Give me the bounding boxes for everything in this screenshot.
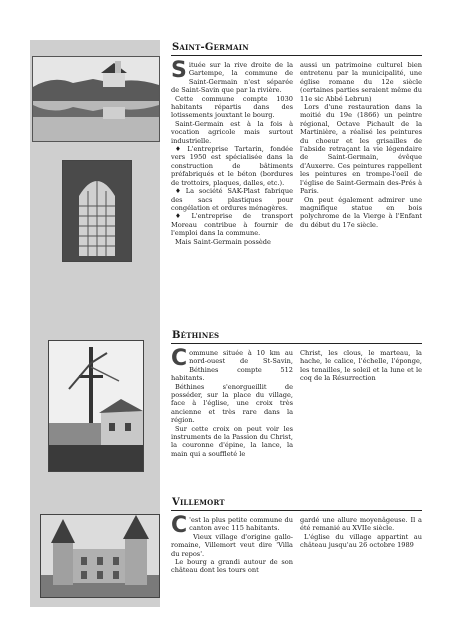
church-river-photo bbox=[32, 56, 160, 142]
paragraph: Sur cette croix on peut voir les instruments de la Passion du Christ, la couronne d'épine, la lance, la main qui a souffleté le bbox=[171, 424, 293, 458]
paragraph: ♦ L'entreprise de transport Moreau contribue à fournir de l'emploi dans la commune. bbox=[171, 212, 293, 238]
paragraph: On peut également admirer une magnifique statue en bois polychrome de la Vierge à l'Enfant du début du 17e siècle. bbox=[300, 195, 422, 229]
paragraph: Cette commune compte 1030 habitants répartis dans des lotissements jouxtant le bourg. bbox=[171, 94, 293, 120]
diamond-bullet-icon: ♦ bbox=[175, 212, 190, 221]
text-column-right bbox=[300, 61, 422, 246]
paragraph: ♦ L'entreprise Tartarin, fondée vers 1950 est spécialisée dans la construction de bâtiments préfabriqués et le béton (bordures de trottoirs, plaques, dalles, etc.). bbox=[171, 145, 293, 187]
paragraph: C 'est la plus petite commune du canton avec 115 habitants. bbox=[171, 513, 293, 538]
village-cross-photo bbox=[48, 340, 144, 472]
paragraph: L'église du village appartint au château jusqu'au 26 octobre 1989 bbox=[300, 532, 422, 550]
drop-cap: S bbox=[171, 58, 187, 83]
paragraph: Lors d'une restauration dans la moitié du 19e (1866) un peintre régional, Octave Pichault de la Martinière, a réalisé les peintures du choeur et les grisailles de l'abside retraçant la vie légendaire de Saint-Germain, évêque d'Auxerre. Ces peintures rappellent les peintures en trompe-l'oeil de l'église de Saint-Germain des-Prés à Paris. bbox=[300, 103, 422, 196]
paragraph: aussi un patrimoine culturel bien entretenu par la municipalité, une église romane du 12e siècle (certaines parties seraient même du 11e sic Abbé Lebrun) bbox=[300, 61, 422, 103]
chateau-photo bbox=[40, 514, 160, 598]
paragraph: ♦ La société SAK-Plast fabrique des sacs plastiques pour congélation et ordures ménagères. bbox=[171, 187, 293, 212]
paragraph: Saint-Germain est à la fois à vocation agricole mais surtout industrielle. bbox=[171, 119, 293, 145]
paragraph: Christ, les clous, le marteau, la hache, le calice, l'échelle, l'éponge, les tenailles, le soleil et la lune et le coq de la Résurrection bbox=[300, 349, 422, 383]
diamond-bullet-icon: ♦ bbox=[175, 187, 184, 196]
section-title: Saint-Germain bbox=[171, 40, 422, 56]
section-saint-germain bbox=[171, 40, 422, 246]
text-column-left bbox=[171, 58, 293, 246]
paragraph: Située sur la rive droite de la Gartempe, la commune de Saint-Germain n'est séparée de Saint-Savin que par la rivière. bbox=[171, 58, 293, 95]
text-column-right bbox=[300, 349, 422, 458]
diamond-bullet-icon: ♦ bbox=[175, 145, 186, 154]
drop-cap: C bbox=[171, 346, 188, 371]
text-column-left bbox=[171, 346, 293, 458]
paragraph: Béthines s'enorgueillit de posséder, sur la place du village, face à l'église, une croix très ancienne et très rare dans la région. bbox=[171, 382, 293, 425]
paragraph: gardé une allure moyenâgeuse. Il a été remanié au XVIIe siècle. bbox=[300, 516, 422, 533]
paragraph: Commune située à 10 km au nord-ouest de St-Savin, Béthines compte 512 habitants. bbox=[171, 346, 293, 383]
drop-cap: C bbox=[171, 513, 188, 538]
text-column-left bbox=[171, 513, 293, 575]
paragraph: Le bourg a grandi autour de son château dont les tours ont bbox=[171, 558, 293, 575]
paragraph: Mais Saint-Germain possède bbox=[175, 237, 271, 246]
section-title: Béthines bbox=[171, 328, 422, 344]
text-column-right bbox=[300, 516, 422, 575]
section-villemort bbox=[171, 495, 422, 575]
stained-glass-photo bbox=[62, 160, 132, 262]
section-bethines bbox=[171, 328, 422, 458]
section-title: Villemort bbox=[171, 495, 422, 511]
paragraph: Vieux village d'origine gallo-romaine, Villemort veut dire 'Villa du repos'. bbox=[171, 532, 293, 558]
